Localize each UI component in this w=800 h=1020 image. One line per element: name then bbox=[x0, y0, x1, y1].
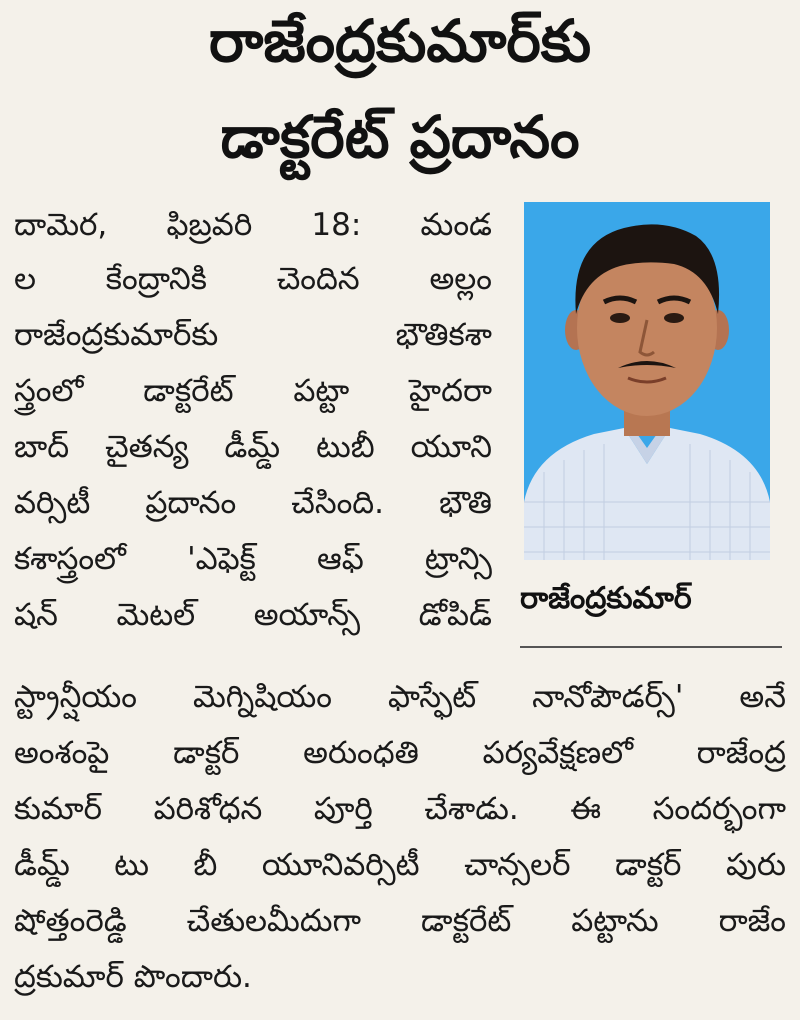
article-line: స్త్రంలో డాక్టరేట్ పట్టా హైదరా bbox=[14, 373, 492, 409]
photo-caption: రాజేంద్రకుమార్ bbox=[520, 581, 692, 616]
article-line: కుమార్ పరిశోధన పూర్తి చేశాడు. ఈ సందర్భంగా bbox=[14, 791, 786, 827]
article-line: బాద్ చైతన్య డీమ్డ్ టుబీ యూని bbox=[14, 429, 492, 465]
article-line: షోత్తంరెడ్డి చేతులమీదుగా డాక్టరేట్ పట్టాను రాజేం bbox=[14, 903, 786, 939]
article-line: డీమ్డ్ టు బీ యూనివర్సిటీ చాన్సలర్ డాక్టర్ పురు bbox=[14, 847, 786, 883]
caption-rule bbox=[520, 646, 782, 648]
article-line: ద్రకుమార్ పొందారు. bbox=[14, 959, 252, 995]
article-line: దామెర, ఫిబ్రవరి 18: మండ bbox=[14, 207, 492, 243]
portrait-illustration bbox=[524, 202, 770, 560]
article-line: షన్ మెటల్ అయాన్స్ డోపిడ్ bbox=[14, 597, 492, 633]
article-line: అంశంపై డాక్టర్ అరుంధతి పర్యవేక్షణలో రాజేంద్ర bbox=[14, 735, 786, 771]
headline-line-1: రాజేంద్రకుమార్‌కు bbox=[208, 7, 592, 75]
article-line: స్ట్రాన్షీయం మెగ్నిషియం ఫాస్ఫేట్ నానోపౌడర్స్' అనే bbox=[14, 679, 786, 715]
article-line: వర్సిటీ ప్రదానం చేసింది. భౌతి bbox=[14, 485, 492, 521]
portrait-photo bbox=[524, 202, 770, 560]
article-line: కశాస్త్రంలో 'ఎఫెక్ట్ ఆఫ్ ట్రాన్సి bbox=[14, 541, 492, 577]
article-line: ల కేంద్రానికి చెందిన అల్లం bbox=[14, 261, 492, 297]
headline-line-2: డాక్టరేట్ ప్రదానం bbox=[220, 103, 580, 171]
article-line: రాజేంద్రకుమార్‌కు భౌతికశా bbox=[14, 317, 492, 353]
